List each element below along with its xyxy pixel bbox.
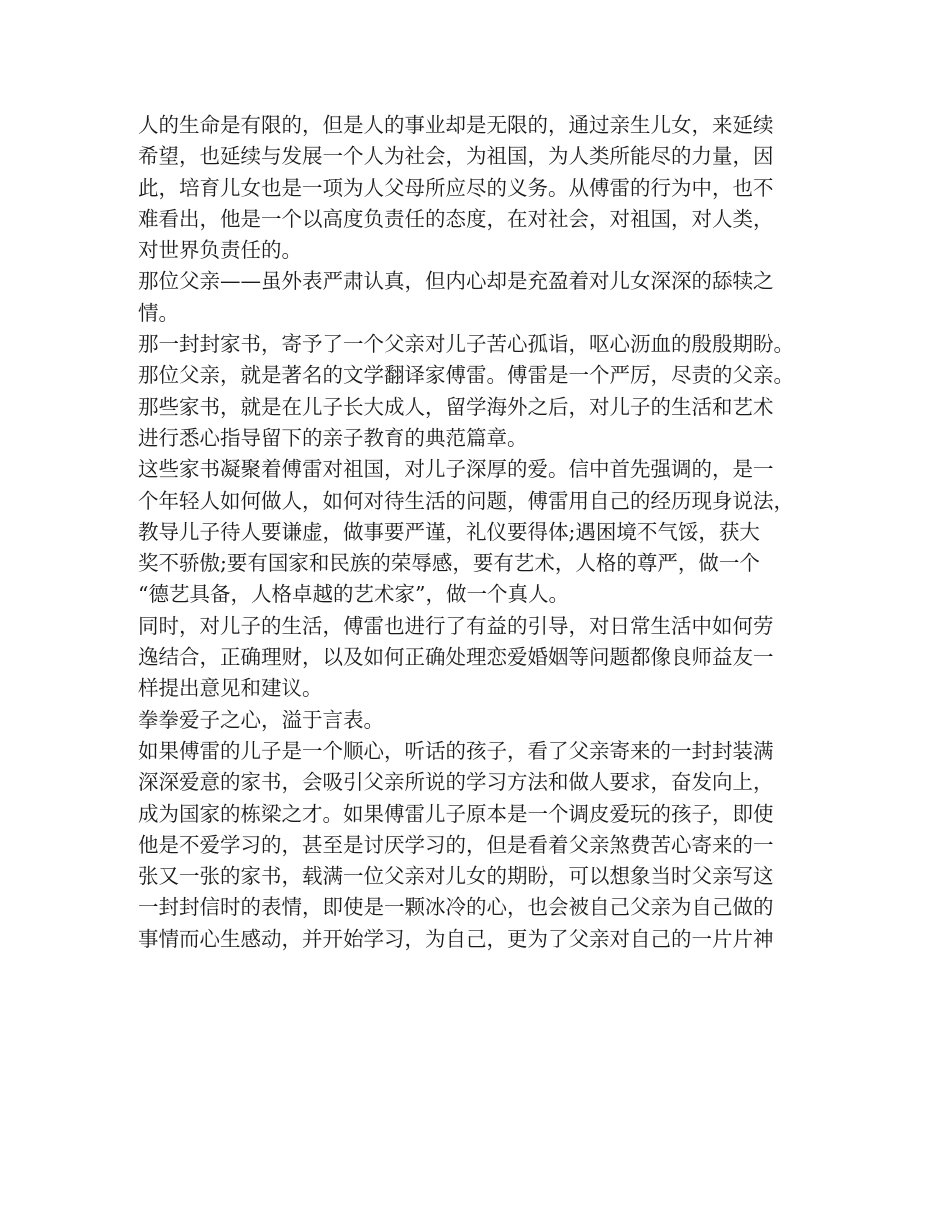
text-line: 人的生命是有限的，但是人的事业却是无限的，通过亲生儿女，来延续 — [138, 113, 774, 137]
text-line: 那一封封家书，寄予了一个父亲对儿子苦心孤诣，呕心沥血的殷殷期盼。 — [138, 332, 794, 357]
text-line: 成为国家的栋梁之才。如果傅雷儿子原本是一个调皮爱玩的孩子，即使 — [138, 801, 774, 826]
text-line: 奖不骄傲;要有国家和民族的荣辱感，要有艺术，人格的尊严，做一个 — [138, 551, 760, 576]
text-line: 那些家书，就是在儿子长大成人，留学海外之后，对儿子的生活和艺术 — [138, 394, 774, 419]
text-line: 进行悉心指导留下的亲子教育的典范篇章。 — [138, 425, 528, 450]
text-line: 如果傅雷的儿子是一个顺心，听话的孩子，看了父亲寄来的一封封装满 — [138, 738, 774, 763]
text-line: 拳拳爱子之心，溢于言表。 — [138, 707, 384, 732]
text-line: 希望，也延续与发展一个人为社会，为祖国，为人类所能尽的力量，因 — [138, 144, 774, 169]
text-line: 个年轻人如何做人，如何对待生活的问题，傅雷用自己的经历现身说法， — [138, 488, 794, 513]
text-line: 样提出意见和建议。 — [138, 676, 323, 701]
text-line: 同时，对儿子的生活，傅雷也进行了有益的引导，对日常生活中如何劳 — [138, 613, 774, 638]
text-line: 这些家书凝聚着傅雷对祖国，对儿子深厚的爱。信中首先强调的，是一 — [138, 457, 774, 482]
text-line: 一封封信时的表情，即使是一颗冰冷的心，也会被自己父亲为自己做的 — [138, 895, 774, 920]
text-line: 他是不爱学习的，甚至是讨厌学习的，但是看着父亲煞费苦心寄来的一 — [138, 832, 774, 857]
text-line: 事情而心生感动，并开始学习，为自己，更为了父亲对自己的一片片神 — [138, 926, 774, 951]
text-line: 张又一张的家书，载满一位父亲对儿女的期盼，可以想象当时父亲写这 — [138, 864, 774, 889]
text-line: 此，培育儿女也是一项为人父母所应尽的义务。从傅雷的行为中，也不 — [138, 175, 774, 200]
document-body-text — [138, 110, 818, 955]
text-line: 那位父亲，就是著名的文学翻译家傅雷。傅雷是一个严厉，尽责的父亲。 — [138, 363, 794, 388]
text-line: 教导儿子待人要谦虚，做事要严谨，礼仪要得体;遇困境不气馁，获大 — [138, 519, 760, 544]
text-line: 难看出，他是一个以高度负责任的态度，在对社会，对祖国，对人类， — [138, 206, 774, 231]
text-line: 那位父亲——虽外表严肃认真，但内心却是充盈着对儿女深深的舔犊之 — [138, 269, 774, 294]
text-line: 深深爱意的家书，会吸引父亲所说的学习方法和做人要求，奋发向上， — [138, 770, 774, 795]
text-line: 情。 — [138, 300, 179, 325]
text-line: 对世界负责任的。 — [138, 238, 302, 263]
text-line: “德艺具备，人格卓越的艺术家”，做一个真人。 — [138, 582, 569, 607]
text-line: 逸结合，正确理财，以及如何正确处理恋爱婚姻等问题都像良师益友一 — [138, 645, 774, 670]
